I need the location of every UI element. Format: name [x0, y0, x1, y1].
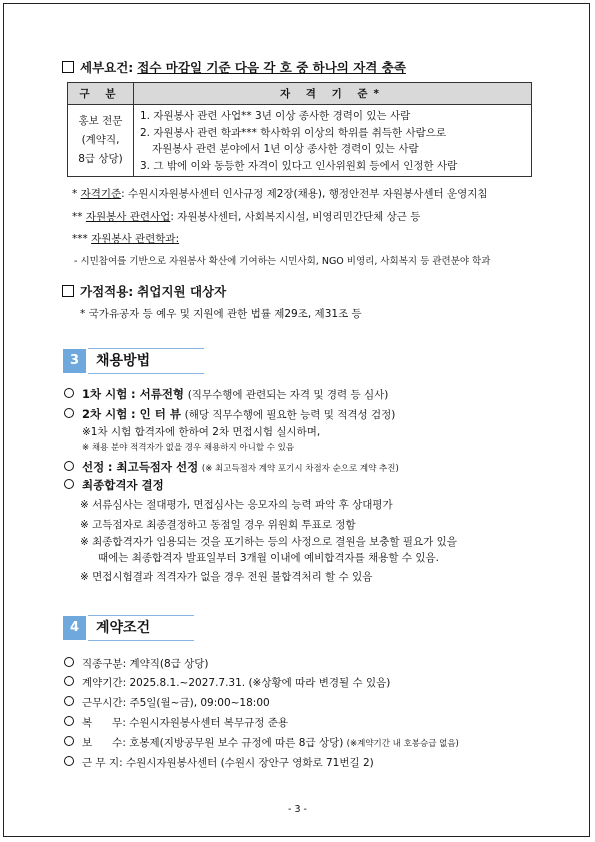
contract-item [64, 735, 459, 750]
first-exam-value: : 서류전형 [131, 387, 185, 401]
bullet-circle-icon [64, 736, 74, 746]
selection-line [64, 459, 399, 475]
selection-value: : 최고득점자 선정 [107, 460, 199, 474]
contract-item-label: 복 무 [82, 717, 123, 729]
second-exam-value: : 인 터 뷰 [131, 407, 181, 421]
bullet-circle-icon [64, 756, 74, 766]
final-note: ※ 서류심사는 절대평가, 면접심사는 응모자의 능력 파악 후 상대평가 [80, 499, 393, 511]
criteria-item: 3. 그 밖에 이와 동등한 자격이 있다고 인사위원회 등에서 인정한 사람 [140, 159, 458, 172]
criteria-item: 1. 자원봉사 관련 사업** 3년 이상 종사한 경력이 있는 사람 [140, 110, 411, 122]
bullet-circle-icon [64, 676, 74, 686]
bullet-circle-icon [64, 696, 74, 706]
note-1 [72, 186, 488, 201]
contract-item [64, 755, 374, 770]
contract-item-label: 계약기간 [82, 677, 123, 689]
note-2 [72, 209, 420, 224]
bullet-circle-icon [64, 388, 74, 398]
bullet-circle-icon [64, 408, 74, 418]
requirements-table [67, 82, 532, 177]
requirements-heading [62, 58, 406, 76]
note-3 [72, 231, 179, 246]
category-line: 홍보 전문 [78, 115, 123, 127]
note-label: 자원봉사 관련사업 [85, 211, 171, 223]
bonus-heading [62, 282, 226, 300]
note-text: : 수원시자원봉사센터 인사규정 제2장(채용), 행정안전부 자원봉사센터 운영지침 [121, 188, 488, 200]
section-3-number: 3 [63, 349, 86, 373]
contract-item-label: 근무시간 [82, 697, 123, 709]
bullet-circle-icon [64, 461, 74, 471]
contract-item-label: 보 수 [82, 737, 123, 749]
note-dash: - 시민참여를 기반으로 자원봉사 확산에 기여하는 시민사회, NGO 비영리, 사회복지 등 관련분야 학과 [74, 256, 491, 267]
bonus-heading-label: 가점적용: [80, 284, 134, 299]
table-header-criteria: 자 격 기 준* [134, 83, 532, 105]
second-exam-line [64, 406, 395, 422]
contract-item-label: 근 무 지 [82, 757, 120, 769]
note-label: 자원봉사 관련학과 [91, 233, 176, 245]
table-criteria-cell [134, 105, 532, 177]
contract-item-value: : 주5일(월~금), 09:00~18:00 [122, 697, 270, 709]
contract-item [64, 675, 390, 690]
bullet-circle-icon [64, 716, 74, 726]
contract-item [64, 695, 270, 710]
second-exam-note-1: ※1차 시험 합격자에 한하여 2차 면접시험 실시하며, [82, 426, 321, 438]
first-exam-label: 1차 시험 [82, 387, 128, 401]
section-3-title: 채용방법 [88, 348, 204, 374]
table-category-cell [68, 105, 134, 177]
contract-item-value: : 수원시자원봉사센터 (수원시 장안구 영화로 71번길 2) [119, 757, 374, 769]
bonus-note: * 국가유공자 등 예우 및 지원에 관한 법률 제29조, 제31조 등 [80, 308, 362, 320]
second-exam-note-2: ※ 채용 분야 적격자가 없을 경우 채용하지 아니할 수 있음 [82, 443, 295, 453]
requirements-heading-label: 세부요건: [80, 60, 134, 75]
page-number: - 3 - [288, 804, 307, 815]
requirements-heading-text: 접수 마감일 기준 다음 각 호 중 하나의 자격 충족 [137, 60, 406, 75]
final-note: ※ 면접시험결과 적격자가 없을 경우 전원 불합격처리 할 수 있음 [80, 571, 373, 583]
contract-item [64, 656, 209, 671]
final-note: ※ 최종합격자가 임용되는 것을 포기하는 등의 사정으로 결원을 보충할 필요가 있을 [80, 536, 457, 548]
note-mark: *** [72, 233, 88, 245]
first-exam-desc: (직무수행에 관련되는 자격 및 경력 등 심사) [187, 389, 389, 401]
checkbox-square-icon [62, 61, 74, 73]
note-mark: * [72, 188, 78, 200]
contract-item [64, 715, 288, 730]
final-note-continued: 때에는 최종합격자 발표일부터 3개월 이내에 예비합격자를 채용할 수 있음. [98, 552, 440, 564]
note-text: : [175, 233, 180, 245]
selection-desc: (※ 최고득점자 계약 포기시 차점자 순으로 계약 추진) [201, 464, 399, 474]
contract-item-label: 직종구분 [82, 658, 123, 670]
bullet-circle-icon [64, 479, 74, 489]
note-text: : 자원봉사센터, 사회복지시설, 비영리민간단체 상근 등 [170, 211, 421, 223]
second-exam-label: 2차 시험 [82, 407, 128, 421]
first-exam-line [64, 386, 388, 402]
category-line: 8급 상당) [78, 153, 123, 165]
category-line: (계약직, [81, 134, 120, 146]
contract-item-value: : 수원시자원봉사센터 복무규정 준용 [122, 717, 289, 729]
criteria-item: 2. 자원봉사 관련 학과*** 학사학위 이상의 학위를 취득한 사람으로 [140, 126, 447, 139]
table-header-category: 구 분 [68, 83, 134, 105]
bullet-circle-icon [64, 657, 74, 667]
contract-item-note: (※계약기간 내 호봉승급 없음) [346, 739, 459, 749]
criteria-item-continued: 자원봉사 관련 분야에서 1년 이상 종사한 경력이 있는 사람 [152, 143, 419, 155]
final-line [64, 477, 164, 493]
note-mark: ** [72, 211, 83, 223]
contract-item-value: : 호봉제(지방공무원 보수 규정에 따른 8급 상당) [122, 737, 344, 749]
second-exam-desc: (해당 직무수행에 필요한 능력 및 적격성 검정) [184, 409, 396, 421]
final-label: 최종합격자 결정 [82, 478, 164, 492]
contract-item-value: : 계약직(8급 상당) [122, 658, 209, 670]
checkbox-square-icon [62, 285, 74, 297]
selection-label: 선정 [82, 460, 105, 474]
section-4-title: 계약조건 [88, 615, 194, 641]
bonus-heading-text: 취업지원 대상자 [137, 284, 227, 299]
note-label: 자격기준 [80, 188, 122, 200]
final-note: ※ 고득점자로 최종결정하고 동점일 경우 위원회 투표로 정함 [80, 519, 356, 531]
contract-item-value: : 2025.8.1.~2027.7.31. (※상황에 따라 변경될 수 있음) [122, 677, 391, 689]
section-4-number: 4 [63, 616, 86, 640]
